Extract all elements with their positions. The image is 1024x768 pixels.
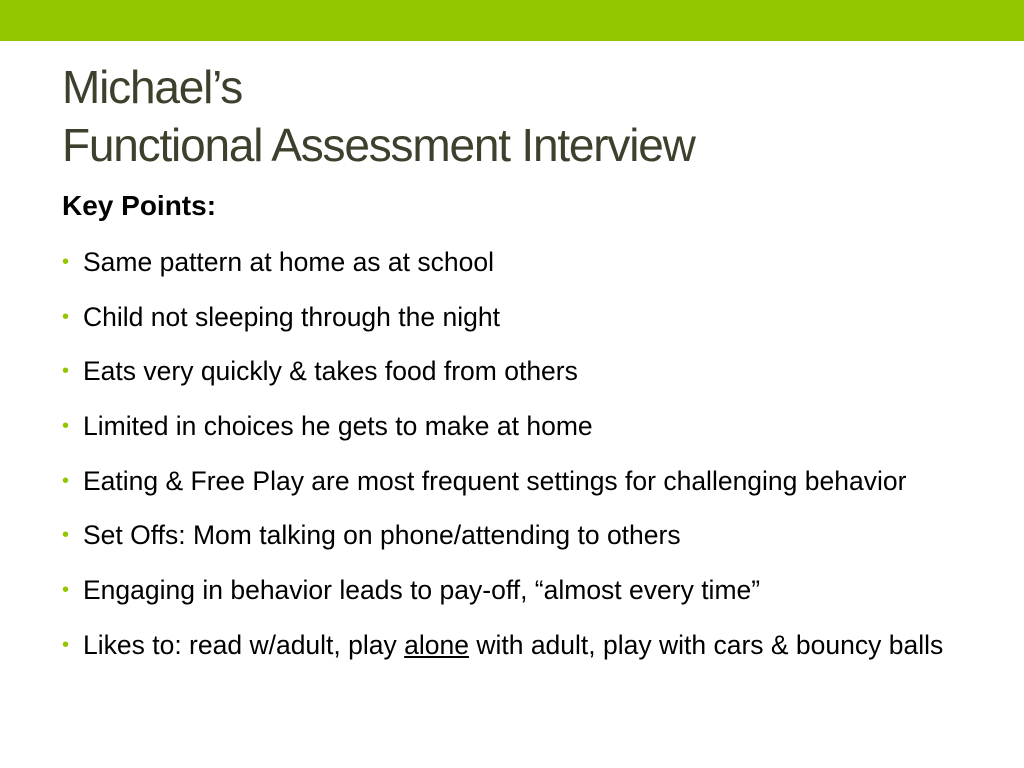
- list-item: [62, 572, 962, 609]
- list-item: [62, 244, 962, 281]
- top-accent-bar: [0, 0, 1024, 41]
- bullet-icon: •: [62, 469, 70, 492]
- list-item-text: Eating & Free Play are most frequent settings for challenging behavior: [83, 465, 907, 496]
- list-item-text: Child not sleeping through the night: [83, 301, 500, 332]
- bullet-icon: •: [62, 360, 70, 383]
- list-item-text: Limited in choices he gets to make at home: [83, 411, 593, 442]
- slide-title: [62, 58, 1002, 174]
- list-item-text: Set Offs: Mom talking on phone/attending to others: [83, 520, 681, 551]
- bullet-icon: •: [62, 305, 70, 328]
- list-item-text: Eats very quickly & takes food from others: [83, 356, 578, 387]
- key-points-list: [62, 244, 962, 682]
- list-item: [62, 627, 962, 664]
- bullet-icon: •: [62, 633, 70, 656]
- bullet-icon: •: [62, 579, 70, 602]
- list-item: [62, 408, 962, 445]
- list-item-text-after: with adult, play with cars & bouncy balls: [468, 629, 944, 660]
- bullet-icon: •: [62, 415, 70, 438]
- key-points-heading: Key Points:: [62, 190, 217, 221]
- slide-title-line-2: Functional Assessment Interview: [62, 119, 695, 171]
- list-item: [62, 517, 962, 554]
- list-item: [62, 463, 962, 500]
- list-item-text: Same pattern at home as at school: [83, 247, 494, 277]
- bullet-icon: •: [62, 251, 70, 273]
- list-item-text-before: Likes to: read w/adult, play: [83, 629, 405, 660]
- list-item: [62, 299, 962, 336]
- list-item: [62, 353, 962, 390]
- slide-title-line-1: Michael’s: [62, 61, 243, 113]
- bullet-icon: •: [62, 524, 70, 547]
- list-item-text: Engaging in behavior leads to pay-off, “almost every time”: [83, 575, 761, 606]
- list-item-text-underlined: alone: [404, 629, 469, 660]
